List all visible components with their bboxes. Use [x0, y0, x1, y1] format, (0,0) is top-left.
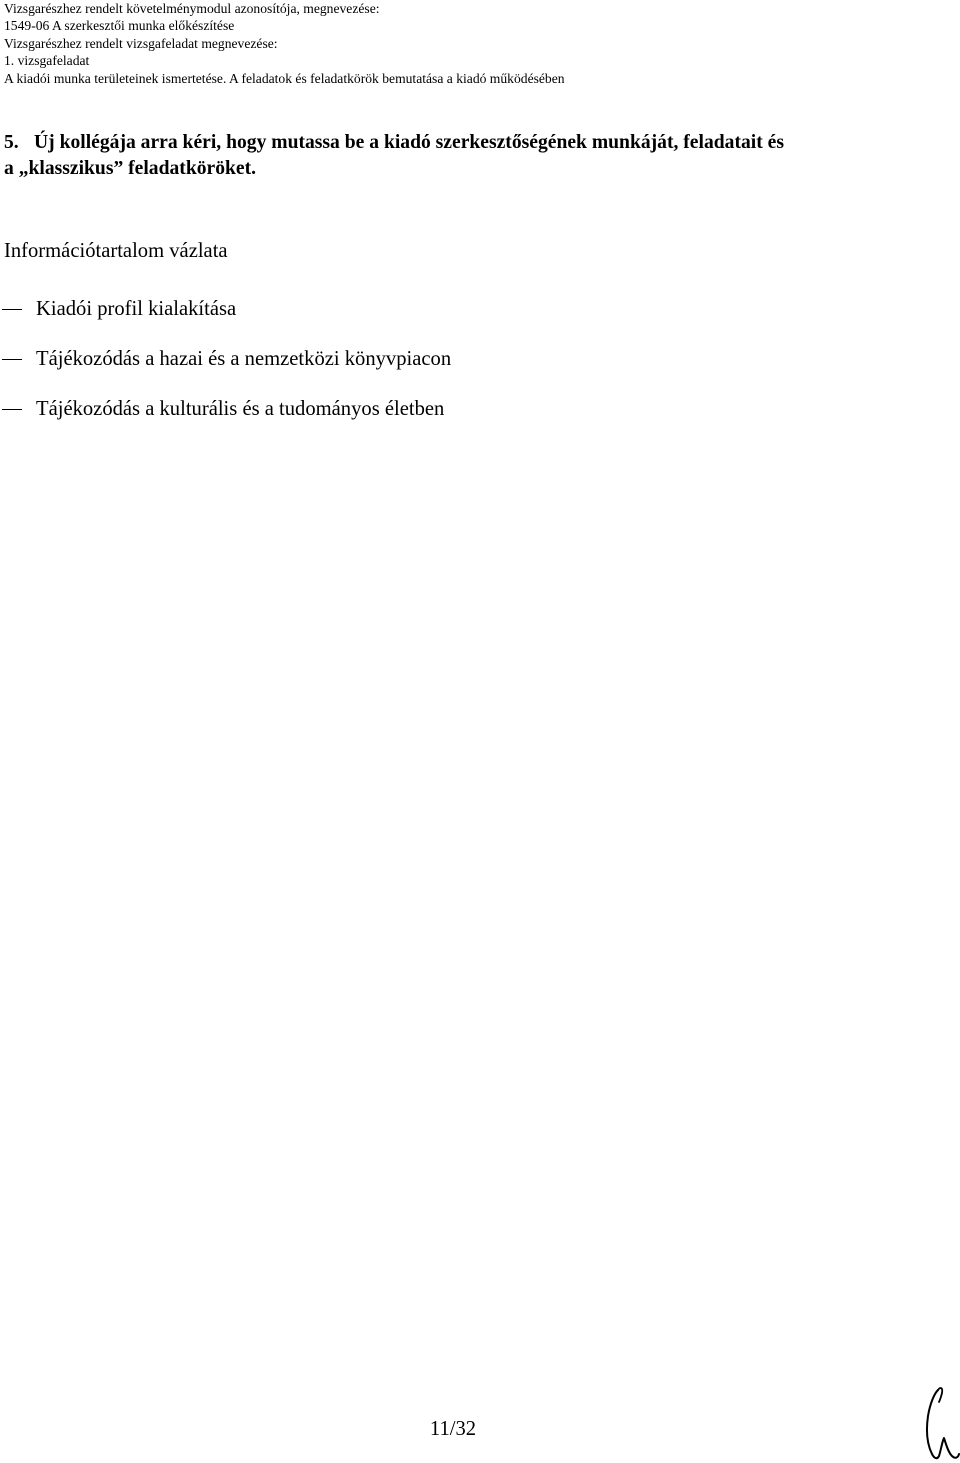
header-line-task-title: A kiadói munka területeinek ismertetése. A feladatok és feladatkörök bemutatása a kiadó működésében — [4, 70, 565, 86]
task-question-line-1 — [4, 130, 934, 156]
task-question-text-1: Új kollégája arra kéri, hogy mutassa be a kiadó szerkesztőségének munkáját, feladatait és — [34, 132, 784, 153]
outline-item-text: Kiadói profil kialakítása — [36, 298, 237, 320]
outline-item — [0, 396, 940, 422]
outline-list — [0, 296, 940, 446]
header-line-task-label: Vizsgarészhez rendelt vizsgafeladat megnevezése: — [4, 35, 278, 51]
signature-icon — [918, 1384, 960, 1463]
header-line-module-id: 1549-06 A szerkesztői munka előkészítése — [4, 18, 235, 34]
task-question-text-2: a „klasszikus” feladatköröket. — [4, 158, 257, 179]
dash-bullet-icon — [2, 309, 22, 310]
page-number: 11/32 — [429, 1418, 477, 1440]
outline-item — [0, 346, 940, 372]
document-header — [4, 0, 944, 87]
task-number: 5. — [4, 132, 19, 153]
outline-heading: Információtartalom vázlata — [4, 240, 228, 262]
header-line-module-label: Vizsgarészhez rendelt követelménymodul azonosítója, megnevezése: — [4, 1, 380, 16]
outline-item-text: Tájékozódás a kulturális és a tudományos életben — [36, 398, 445, 420]
header-line-task-id: 1. vizsgafeladat — [4, 53, 90, 69]
outline-item — [0, 296, 940, 322]
outline-item-text: Tájékozódás a hazai és a nemzetközi könyvpiacon — [36, 348, 452, 370]
dash-bullet-icon — [2, 359, 22, 360]
task-question — [4, 130, 934, 182]
dash-bullet-icon — [2, 409, 22, 410]
